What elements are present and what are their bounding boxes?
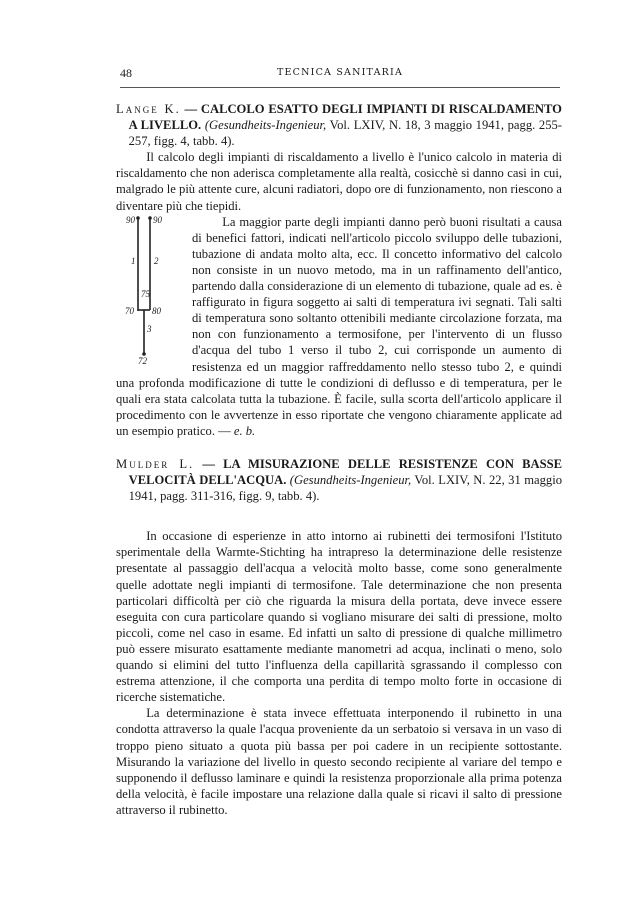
article-title: — LA MISURAZIONE DELLE RESISTENZE CON BASSE VELOCITÀ DELL'ACQUA. — [128, 457, 562, 488]
pipe-diagram — [116, 214, 184, 364]
article-paragraph: La determinazione è stata invece effettuata interponendo il rubinetto in una condotta attraverso la quale l'acqua proveniente da un serbatoio si versava in un vaso di troppo pieno situato a quota più bassa per poi cadere in un recipiente sottostante. Misurando la variazione del livello in questo secondo recipiente al variare del tempo e supponendo il deflusso laminare e quindi la resistenza proporzionale alla prima potenza della velocità, è facile impostare una relazione dalla quale si ricavi il salto di pressione attraverso il rubinetto. — [116, 706, 562, 817]
paragraph-text: La maggior parte degli impianti danno però buoni risultati a causa di benefici fattori, indicati nell'articolo piccolo sviluppo delle tubazioni, tubazione di andata molto alta, ecc. Il concetto informativo del calcolo non consiste in un nuovo metodo, ma in un raffinamento dell'antico, partendo dalla considerazione di un elemento di tubazione, quale ad es. è raffigurato in figura soggetto ai salti di temperatura ivi segnati. Tali salti di temperatura sono soltanto ottenibili mediante circolazione forzata, ma non con funzionamento a termosifone, per l'intervento di un flusso d'acqua del tubo 1 verso il tubo 2, cui corrisponde un aumento di resistenza ed un maggior raffreddamento nello stesso tubo 2, e quindi una profonda modificazione di tutte le condizioni di deflusso e di temperatura, per le quali era stata calcolata tutta la tubazione. È facile, sulla scorta dell'articolo applicare il procedimento con le avvertenze in esso riportate che vengono chiaramente applicate ad un esempio pratico. — — [116, 214, 562, 438]
citation-details: Vol. LXIV, N. 18, 3 maggio 1941, pagg. 255-257, figg. 4, tabb. 4). — [128, 118, 562, 149]
article-author: Lange K. — [116, 102, 181, 116]
node-dot — [148, 216, 152, 220]
article-title: — CALCOLO ESATTO DEGLI IMPIANTI DI RISCALDAMENTO A LIVELLO. — [128, 102, 562, 133]
article-heading — [116, 101, 562, 149]
figure-and-text — [116, 214, 562, 439]
article-lange — [116, 101, 562, 439]
label-90-left: 90 — [126, 214, 135, 225]
label-90-right: 90 — [153, 214, 162, 225]
citation-source: (Gesundheits-Ingenieur, — [289, 473, 412, 488]
label-pipe-3: 3 — [147, 323, 152, 334]
pipe-figure — [116, 214, 184, 364]
citation-details: Vol. LXIV, N. 22, 31 maggio 1941, pagg. 311-316, figg. 9, tabb. 4). — [128, 473, 562, 504]
article-mulder — [116, 456, 562, 818]
node-dot — [136, 216, 140, 220]
article-heading — [116, 456, 562, 504]
label-pipe-2: 2 — [154, 255, 159, 266]
header-rule — [120, 87, 560, 88]
label-70: 70 — [125, 305, 134, 316]
label-72: 72 — [138, 355, 147, 364]
citation-source: (Gesundheits-Ingenieur, — [204, 118, 327, 133]
label-80: 80 — [152, 305, 161, 316]
article-paragraph: Il calcolo degli impianti di riscaldamento a livello è l'unico calcolo in materia di riscaldamento che non aderisca completamente alla realtà, cosicchè si danno casi in cui, malgrado le più attente cure, alcuni radiatori, dopo ore di funzionamento, non riescono a diventare più che tiepidi. — [116, 150, 562, 213]
label-pipe-1: 1 — [131, 255, 136, 266]
page-number: 48 — [120, 66, 132, 80]
label-75: 75 — [141, 288, 150, 299]
article-paragraph: In occasione di esperienze in atto intorno ai rubinetti dei termosifoni l'Istituto sperimentale della Warmte-Stichting ha intrapreso la determinazione delle resistenze presentate al passaggio dell'acqua a velocità molto basse, come sono generalmente quelle adottate negli impianti di termosifone. Tale determinazione che non presenta particolari difficoltà per ciò che riguarda la misura della portata, deve invece essere eseguita con cura particolare quando si vogliano misurare dei salti di pressione, molto piccoli, come nel caso in esame. Ed infatti un salto di pressione di qualche millimetro può essere misurato esattamente mediante manometri ad acqua, inclinati o meno, solo quando si elimini del tutto l'influenza della capillarità sgrassando il complesso con estrema attenzione, il che comporta una perdita di tempo molto forte in occasione di ricerche sistematiche. — [116, 529, 562, 705]
running-header — [120, 66, 560, 82]
running-title: TECNICA SANITARIA — [276, 67, 404, 78]
article-author: Mulder L. — [116, 457, 195, 471]
article-signature: e. b. — [233, 423, 256, 438]
